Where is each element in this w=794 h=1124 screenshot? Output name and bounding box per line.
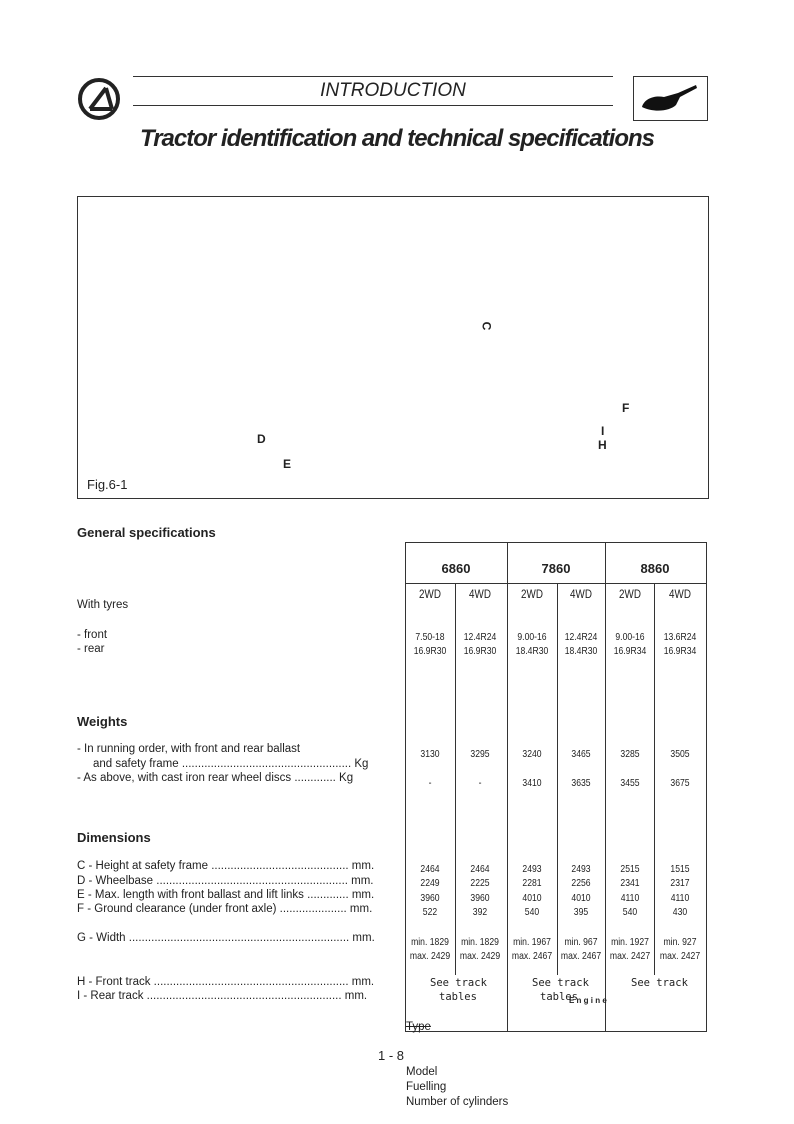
table-cell: max. 2467	[560, 950, 602, 962]
table-cell: 3285	[620, 748, 640, 760]
table-cell: 3960	[420, 892, 440, 904]
section-heading: INTRODUCTION	[320, 80, 466, 101]
table-cell: 3130	[420, 748, 440, 760]
dim-f-label: F - Ground clearance (under front axle) ..................... mm.	[77, 903, 373, 915]
table-cell: 12.4R24	[564, 631, 598, 643]
table-cell: max. 2427	[659, 950, 701, 962]
table-cell: min. 1829	[461, 936, 499, 948]
figure-label-c: C	[479, 321, 494, 331]
drive-header: 2WD	[619, 587, 641, 601]
figure-label-h: H	[598, 438, 607, 452]
table-cell: 2341	[620, 877, 640, 889]
weight-line-1: - In running order, with front and rear ballast	[77, 743, 301, 755]
dim-e-label: E - Max. length with front ballast and lift links ............. mm.	[77, 889, 375, 901]
table-cell: min. 1927	[611, 936, 649, 948]
table-cell: 540	[524, 906, 540, 918]
type-label: Type	[406, 1021, 431, 1033]
table-cell: 3675	[670, 777, 690, 789]
dim-g-label: G - Width ..................................................................... mm.	[77, 932, 375, 944]
general-specs-title: General specifications	[77, 525, 216, 540]
table-cell: 16.9R34	[613, 645, 647, 657]
weights-title: Weights	[77, 714, 128, 729]
table-cell: min. 1967	[513, 936, 551, 948]
table-cell: 2493	[571, 863, 591, 875]
drive-header: 4WD	[669, 587, 691, 601]
page-title: Tractor identification and technical specifications	[139, 125, 655, 152]
table-cell: 3960	[470, 892, 490, 904]
table-cell: 2317	[670, 877, 690, 889]
figure-label-d: D	[257, 432, 266, 446]
table-cell: 3635	[571, 777, 591, 789]
table-cell: 522	[422, 906, 438, 918]
table-cell: 392	[472, 906, 488, 918]
table-cell: 2493	[522, 863, 542, 875]
dim-c-label: C - Height at safety frame ........................................... mm.	[77, 860, 375, 872]
table-cell: -	[428, 777, 432, 789]
page-number: 1 - 8	[378, 1048, 405, 1063]
model-header: 8860	[640, 561, 670, 576]
table-cell: 2464	[420, 863, 440, 875]
table-cell: 18.4R30	[515, 645, 549, 657]
table-cell: 2225	[470, 877, 490, 889]
table-cell: 3410	[522, 777, 542, 789]
table-cell: 3505	[670, 748, 690, 760]
table-cell: 18.4R30	[564, 645, 598, 657]
table-cell: 16.9R30	[463, 645, 497, 657]
table-cell: 16.9R30	[413, 645, 447, 657]
table-cell: 540	[622, 906, 638, 918]
dim-i-label: I - Rear track ............................................................. mm.	[77, 990, 368, 1002]
table-cell: 4110	[670, 892, 690, 904]
dimensions-title: Dimensions	[77, 830, 151, 845]
model-header: 6860	[441, 561, 471, 576]
figure-label-e: E	[283, 457, 292, 471]
table-cell: 1515	[670, 863, 690, 875]
table-cell: 3240	[522, 748, 542, 760]
pointing-hand-icon	[634, 77, 707, 120]
table-cell: 4110	[620, 892, 640, 904]
table-cell: 430	[672, 906, 688, 918]
drive-header: 2WD	[419, 587, 441, 601]
track-cell: See track	[532, 977, 589, 989]
track-cell: tables	[540, 991, 578, 1003]
table-header-rule	[405, 583, 706, 584]
figure-caption: Fig.6-1	[87, 477, 128, 492]
header-rule-top	[133, 76, 613, 77]
track-cell: See track	[631, 977, 688, 989]
table-cell: 16.9R34	[663, 645, 697, 657]
table-cell: 2281	[522, 877, 542, 889]
figure-label-i: I	[601, 424, 605, 438]
brand-logo-icon	[76, 76, 122, 122]
table-cell: 4010	[522, 892, 542, 904]
table-cell: 9.00-16	[517, 631, 547, 643]
drive-header: 2WD	[521, 587, 543, 601]
table-cell: 9.00-16	[615, 631, 645, 643]
table-cell: 3295	[470, 748, 490, 760]
table-cell: min. 1829	[411, 936, 449, 948]
table-cell: 2256	[571, 877, 591, 889]
table-cell: 2464	[470, 863, 490, 875]
table-cell: 12.4R24	[463, 631, 497, 643]
weight-line-3: - As above, with cast iron rear wheel discs ............. Kg	[77, 772, 354, 784]
table-cell: max. 2429	[459, 950, 501, 962]
table-cell: max. 2427	[609, 950, 651, 962]
dim-d-label: D - Wheelbase ............................................................ mm.	[77, 875, 374, 887]
table-cell: 3465	[571, 748, 591, 760]
engine-label: E n g i n e	[569, 996, 607, 1005]
table-cell: 13.6R24	[663, 631, 697, 643]
table-cell: 4010	[571, 892, 591, 904]
tyre-front-label: - front	[77, 629, 108, 641]
table-cell: 2515	[620, 863, 640, 875]
model-label: Model	[406, 1066, 438, 1078]
table-cell: 3455	[620, 777, 640, 789]
tyre-rear-label: - rear	[77, 643, 105, 655]
table-cell: 395	[573, 906, 589, 918]
table-cell: 2249	[420, 877, 440, 889]
weight-line-2: and safety frame ..................................................... Kg	[93, 758, 369, 770]
drive-header: 4WD	[570, 587, 592, 601]
table-cell: min. 967	[564, 936, 598, 948]
track-cell: tables	[439, 991, 477, 1003]
pointing-hand-icon-box	[633, 76, 708, 121]
cylinders-label: Number of cylinders	[406, 1096, 509, 1108]
dim-h-label: H - Front track ............................................................. mm.	[77, 976, 375, 988]
figure-label-f: F	[622, 401, 630, 415]
table-cell: max. 2429	[409, 950, 451, 962]
table-cell: min. 927	[663, 936, 697, 948]
header-rule-bottom	[133, 105, 613, 106]
table-cell: max. 2467	[511, 950, 553, 962]
fuelling-label: Fuelling	[406, 1081, 447, 1093]
table-cell: 7.50-18	[415, 631, 445, 643]
figure-frame	[77, 196, 709, 499]
track-cell: See track	[430, 977, 487, 989]
table-cell: -	[478, 777, 482, 789]
model-header: 7860	[541, 561, 571, 576]
with-tyres-label: With tyres	[77, 599, 129, 611]
drive-header: 4WD	[469, 587, 491, 601]
